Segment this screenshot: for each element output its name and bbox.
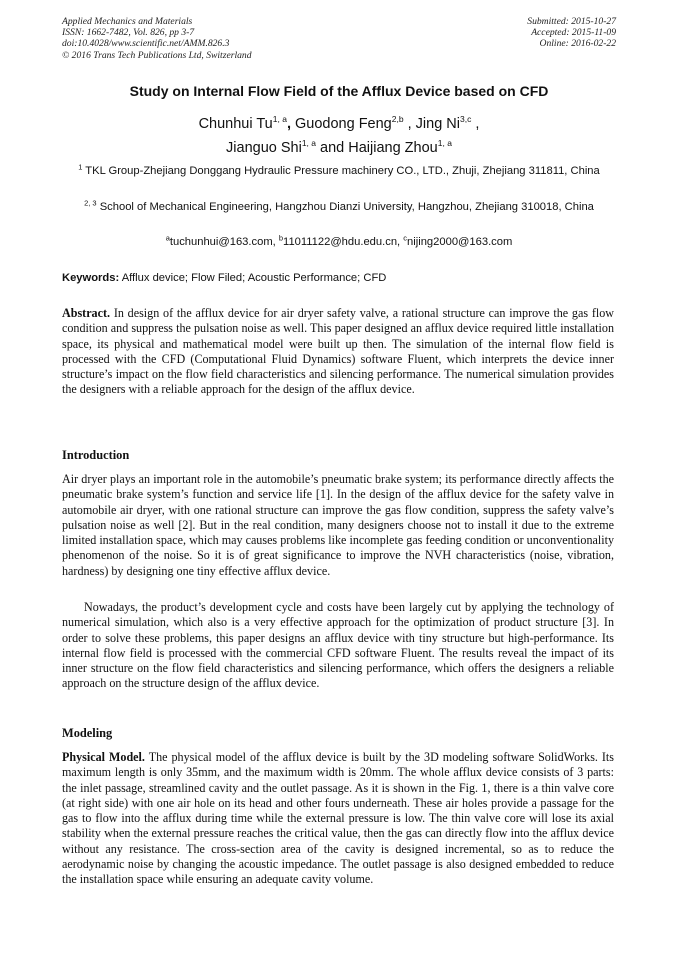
paper-title: Study on Internal Flow Field of the Afflux Device based on CFD: [129, 83, 549, 99]
author-separator: ,: [403, 116, 412, 132]
introduction-paragraph-2: Nowadays, the product’s development cycle and costs have been largely cut by applying the technology of numerical simulation, which also is a very effective approach for the optimization of product structure [3]. In order to solve these problems, this paper designs an afflux device with tiny structure but high-performance. Its internal flow field is processed with the commercial CFD software Fluent. The results reveal the impact of its inner structure on the flow field characteristics and silencing performance, which offers the designers a reliable approach on the structure design of the afflux device.: [62, 600, 614, 691]
introduction-paragraph-1: Air dryer plays an important role in the automobile’s pneumatic brake system; its performance directly affects the pneumatic brake system’s function and service life [1]. In the design of the afflux device for the safety valve in automobile air dryer, with one rational structure can improve the gas flow condition, suppress the safety valve’s pulsation noise as well [2]. But in the real condition, many designers choose not to install it due to the extreme limited installation space, which may causes problems like incomplete gas feeding condition or unconventionality phenomenon of the noise. So it is of great significance to improve the NVH characteristics (noise, vibration, hardness) by designing one tiny effective afflux device.: [62, 472, 614, 578]
author-separator: ,: [471, 116, 480, 132]
author-name: Jing Ni: [411, 116, 460, 132]
author-sup: 3,c: [460, 114, 472, 125]
introduction-heading: Introduction: [62, 448, 130, 462]
affiliation-sup: 1: [78, 162, 83, 172]
submitted-date: Submitted: 2015-10-27: [527, 16, 616, 27]
affiliation-sup: 2, 3: [84, 198, 97, 208]
journal-header: [62, 16, 252, 61]
author-separator: ,: [286, 116, 291, 132]
keywords-text: Afflux device; Flow Filed; Acoustic Performance; CFD: [119, 272, 387, 284]
author-name: Chunhui Tu: [198, 116, 273, 132]
author-line-2: [0, 137, 678, 159]
abstract-paragraph: [62, 306, 614, 398]
physical-model-label: Physical Model.: [62, 750, 145, 764]
keywords-line: [62, 272, 386, 284]
issn-line: ISSN: 1662-7482, Vol. 826, pp 3-7: [62, 27, 195, 39]
accepted-date: Accepted: 2015-11-09: [531, 27, 616, 39]
affiliation-text: TKL Group-Zhejiang Donggang Hydraulic Pressure machinery CO., LTD., Zhuji, Zhejiang 311811, China: [82, 165, 600, 177]
physical-model-text: The physical model of the afflux device is built by the 3D modeling software SolidWorks. Its maximum length is only 35mm, and the maximum width is 20mm. The whole afflux device consists of 3 parts: the inlet passage, streamlined cavity and the outlet passage. As it is shown in the Fig. 1, there is a thin valve core (at right side) with one air hole on its head and other fours underneath. These air holes provide a passage for the gas to flow into the afflux during time while the external pressure is low. The thin valve core will lose its axial stability when the external pressure reaches the critical value, then the gas can directly flow into the afflux device without any resistance. The cross-section area of the cavity is designed incremental, so as to reduce the aerodynamic noise by changing the acoustic impedance. The outlet passage is also designed embedded to reduce the installation space while ensuring an adequate cavity volume.: [62, 750, 614, 887]
abstract-label: Abstract.: [62, 306, 111, 320]
modeling-heading: Modeling: [62, 726, 113, 740]
author-line-1: [0, 113, 678, 135]
abstract-text: In design of the afflux device for air dryer safety valve, a rational structure can improve the gas flow condition and suppress the pulsation noise as well. This paper designed an afflux device required little installation space, its physical and mathematical model were built up then. The simulation of the internal flow field is processed with the CFD (Computational Fluid Dynamics) software Fluent, which interprets the device inner structure’s impact on the flow field characteristics and silencing performance. The numerical simulation provides the designers with a reliable approach for the design of the afflux device.: [62, 306, 614, 397]
physical-model-paragraph: [62, 750, 614, 888]
email-sup: b: [278, 233, 284, 243]
author-sup: 2,b: [391, 114, 404, 125]
affiliation-1: [62, 164, 616, 179]
author-name: Jianguo Shi: [226, 140, 302, 156]
email-line: [0, 233, 678, 248]
email-address[interactable]: 11011122@hdu.edu.cn,: [283, 236, 404, 248]
online-date: Online: 2016-02-22: [539, 38, 616, 50]
author-sup: 1, a: [272, 114, 287, 125]
author-sup: 1, a: [437, 138, 452, 149]
author-conjunction: and: [316, 140, 349, 156]
affiliation-text: School of Mechanical Engineering, Hangzhou Dianzi University, Hangzhou, Zhejiang 310018, China: [96, 201, 594, 213]
email-sup: c: [403, 233, 408, 243]
dates-header: [527, 16, 616, 50]
copyright-line: © 2016 Trans Tech Publications Ltd, Switzerland: [62, 49, 252, 61]
affiliation-2: [62, 200, 616, 215]
author-name: Guodong Feng: [290, 116, 392, 132]
author-sup: 1, a: [301, 138, 317, 149]
email-address[interactable]: nijing2000@163.com: [407, 236, 513, 248]
doi-line: doi:10.4028/www.scientific.net/AMM.826.3: [62, 38, 230, 50]
keywords-label: Keywords:: [62, 272, 120, 284]
email-sup: a: [165, 233, 170, 243]
email-address[interactable]: tuchunhui@163.com,: [169, 236, 279, 248]
journal-name: Applied Mechanics and Materials: [62, 16, 193, 27]
author-name: Haijiang Zhou: [348, 140, 438, 156]
